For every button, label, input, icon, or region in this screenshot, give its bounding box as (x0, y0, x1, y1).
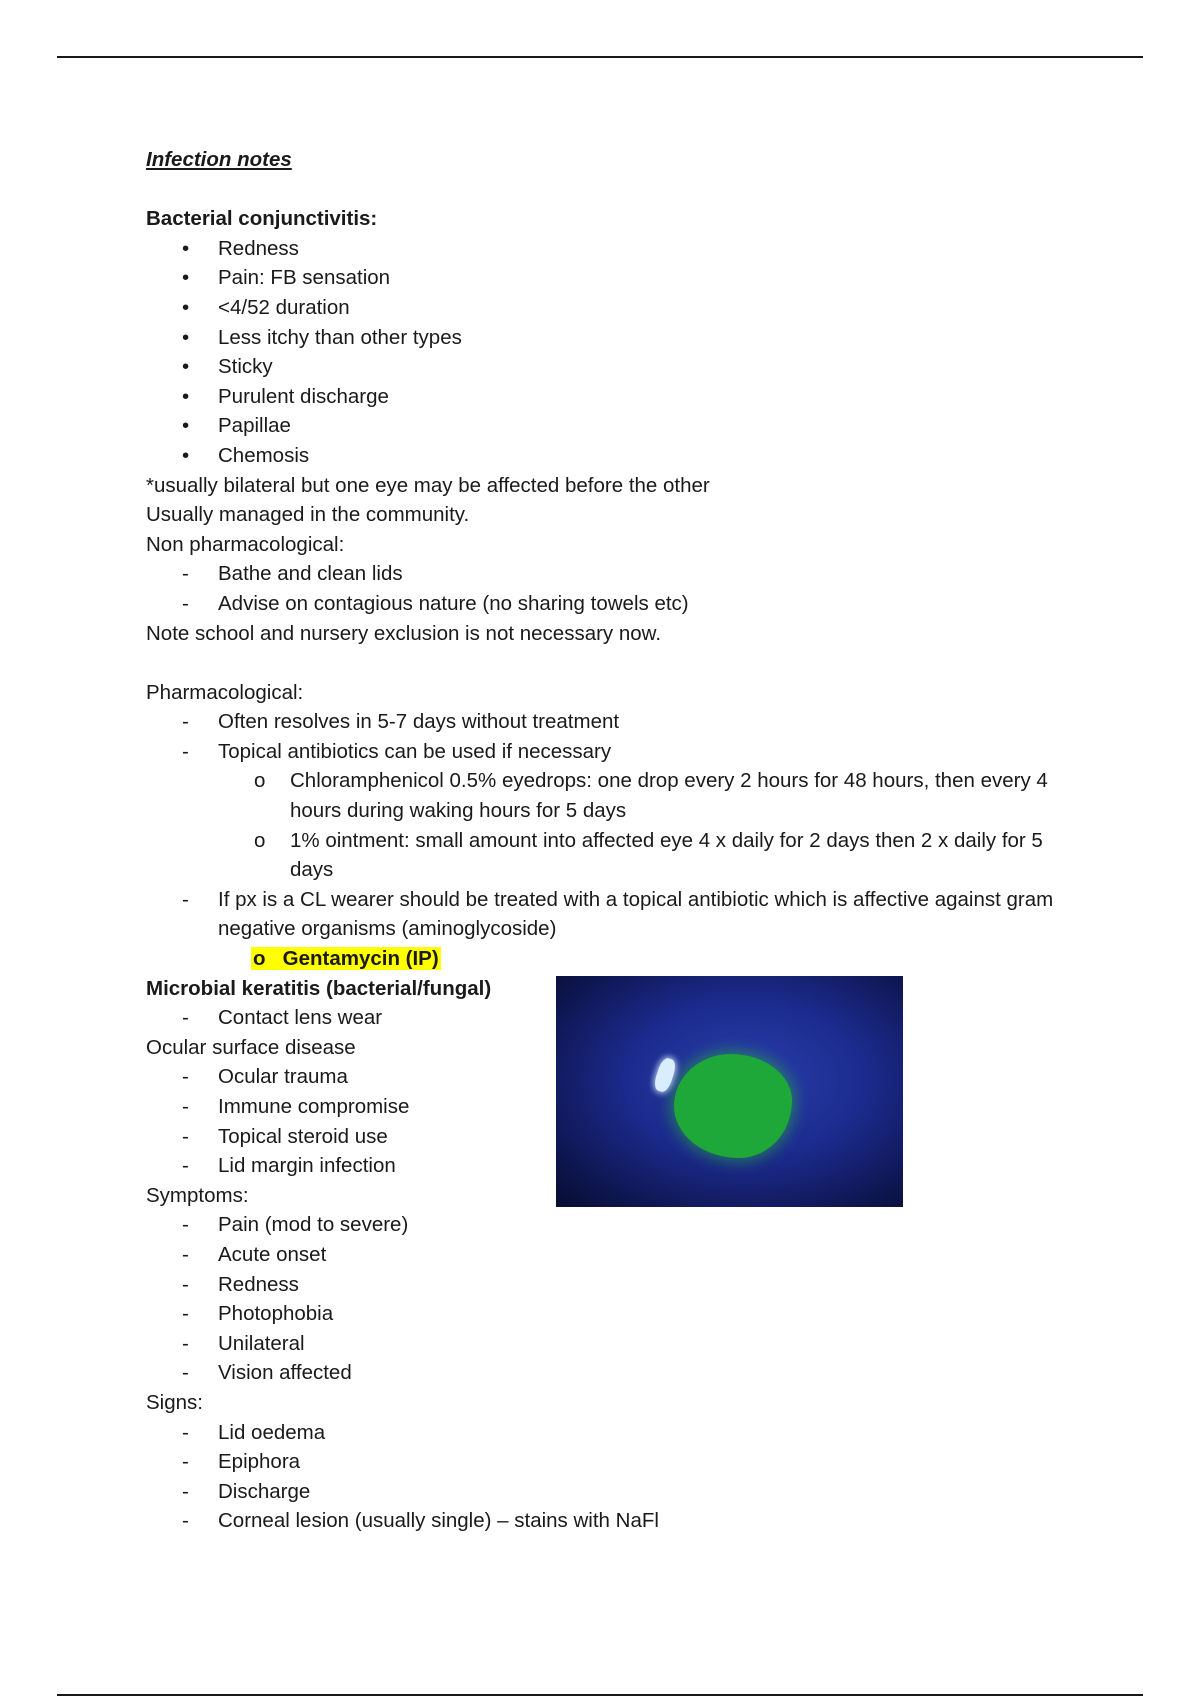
signs-heading: Signs: (146, 1390, 203, 1414)
list-item: - Vision affected (182, 1361, 352, 1385)
list-item: - Ocular trauma (182, 1065, 348, 1089)
list-item: • Chemosis (182, 443, 310, 467)
list-item: • Papillae (182, 414, 291, 438)
list-item: - Epiphora (182, 1450, 301, 1474)
keratitis-photo (556, 976, 903, 1207)
pharm-heading: Pharmacological: (146, 680, 304, 704)
list-item: - If px is a CL wearer should be treated with a topical antibiotic which is affective against gram negative organisms (aminoglycoside) (182, 887, 1054, 941)
list-item: - Acute onset (182, 1242, 327, 1266)
nonpharm-heading: Non pharmacological: (146, 532, 345, 556)
list-item: - Lid margin infection (182, 1154, 396, 1178)
list-item: - Pain (mod to severe) (182, 1213, 409, 1237)
list-item: - Immune compromise (182, 1095, 410, 1118)
bacterial-feature-list (146, 234, 1066, 471)
list-item: - Lid oedema (182, 1420, 326, 1444)
ocular-surface-label: Ocular surface disease (146, 1035, 356, 1059)
note-bilateral: *usually bilateral but one eye may be affected before the other (146, 473, 710, 497)
list-item: - Advise on contagious nature (no sharing towels etc) (182, 591, 689, 615)
list-item: • Sticky (182, 355, 273, 379)
page-title: Infection notes (146, 148, 292, 171)
list-item: - Topical antibiotics can be used if necessary (182, 739, 612, 763)
list-item: - Topical steroid use (182, 1124, 388, 1148)
bacterial-heading: Bacterial conjunctivitis: (146, 207, 378, 231)
list-item: • Less itchy than other types (182, 325, 462, 349)
sub-list-item: o 1% ointment: small amount into affected eye 4 x daily for 2 days then 2 x daily for 5 days (254, 828, 1043, 882)
list-item: • Purulent discharge (182, 384, 389, 408)
keratitis-heading: Microbial keratitis (bacterial/fungal) (146, 976, 492, 1000)
document-body (146, 145, 1066, 1536)
list-item: - Bathe and clean lids (182, 562, 403, 586)
corneal-lesion-stain (674, 1054, 792, 1158)
list-item: - Often resolves in 5-7 days without treatment (182, 710, 620, 734)
sub-list-item-highlighted: o Gentamycin (IP) (253, 947, 439, 971)
note-community: Usually managed in the community. (146, 503, 470, 527)
list-item: • <4/52 duration (182, 295, 350, 319)
list-item: - Contact lens wear (182, 1006, 383, 1030)
sub-list-item: o Chloramphenicol 0.5% eyedrops: one drop every 2 hours for 48 hours, then every 4 hours during waking hours for 5 days (254, 769, 1048, 823)
header-rule (57, 56, 1143, 58)
list-item: • Redness (182, 236, 299, 260)
list-item: • Pain: FB sensation (182, 266, 391, 290)
list-item: - Unilateral (182, 1331, 305, 1355)
note-school: Note school and nursery exclusion is not necessary now. (146, 621, 662, 645)
symptoms-heading: Symptoms: (146, 1183, 249, 1207)
light-reflex (652, 1056, 678, 1093)
list-item: - Photophobia (182, 1302, 334, 1326)
list-item: - Discharge (182, 1479, 311, 1503)
footer-rule (57, 1694, 1143, 1696)
list-item: - Corneal lesion (usually single) – stains with NaFl (182, 1509, 659, 1533)
list-item: - Redness (182, 1272, 299, 1296)
